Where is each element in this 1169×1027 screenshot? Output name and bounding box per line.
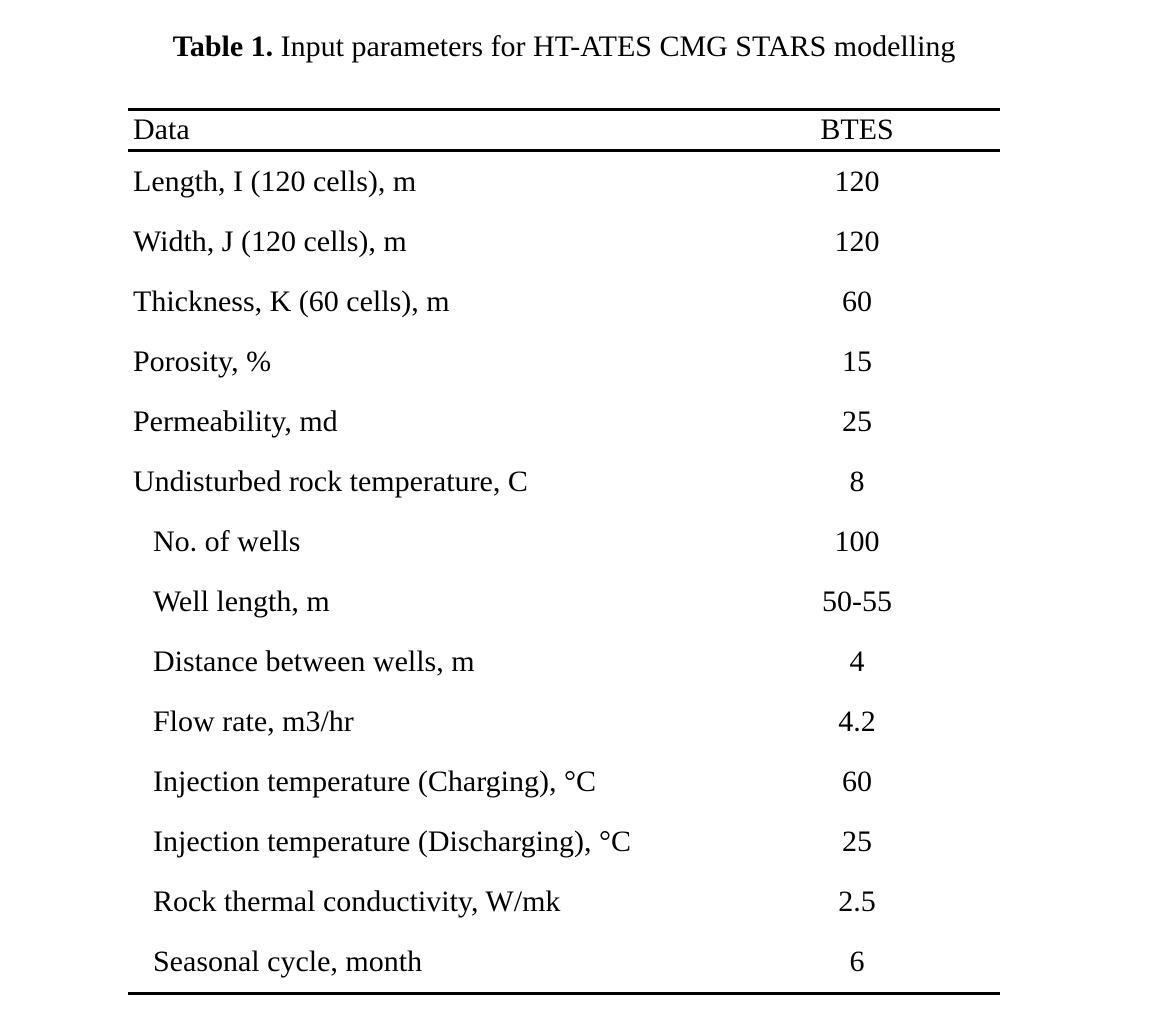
column-header-data: Data [133,113,190,146]
row-label: Injection temperature (Discharging), °C [153,825,631,858]
table-caption-text: Input parameters for HT-ATES CMG STARS modelling [273,30,956,63]
row-value: 4 [849,645,865,678]
table-row [128,812,1000,872]
row-value: 4.2 [838,705,876,738]
parameters-table [128,108,1000,995]
row-value: 50-55 [822,585,892,618]
row-label: Undisturbed rock temperature, C [133,465,528,498]
row-value: 25 [842,825,872,858]
row-value: 60 [842,765,872,798]
row-label: Thickness, K (60 cells), m [133,285,450,318]
table-row [128,332,1000,392]
table-row [128,152,1000,212]
row-label: Well length, m [153,585,330,618]
row-value: 2.5 [838,885,876,918]
row-label: Width, J (120 cells), m [133,225,407,258]
table-row [128,692,1000,752]
row-label: Injection temperature (Charging), °C [153,765,596,798]
table-row [128,572,1000,632]
row-value: 8 [849,465,865,498]
table-row [128,632,1000,692]
table-row [128,872,1000,932]
table-row [128,752,1000,812]
table-caption [128,30,1000,64]
row-label: Rock thermal conductivity, W/mk [153,885,561,918]
row-value: 120 [834,165,880,198]
table-header-row [128,108,1000,152]
row-value: 120 [834,225,880,258]
table-row [128,392,1000,452]
table-row [128,272,1000,332]
column-header-btes: BTES [820,113,894,146]
row-label: Flow rate, m3/hr [153,705,354,738]
row-label: Porosity, % [133,345,272,378]
row-value: 25 [842,405,872,438]
row-label: Length, I (120 cells), m [133,165,417,198]
table-body [128,152,1000,995]
row-label: Seasonal cycle, month [153,945,423,978]
table-row [128,932,1000,992]
row-value: 6 [849,945,865,978]
table-caption-number: Table 1. [172,30,274,63]
table-row [128,452,1000,512]
table-row [128,212,1000,272]
row-value: 15 [842,345,872,378]
row-value: 100 [834,525,880,558]
row-value: 60 [842,285,872,318]
row-label: Permeability, md [133,405,338,438]
row-label: No. of wells [153,525,301,558]
row-label: Distance between wells, m [153,645,475,678]
table-row [128,512,1000,572]
